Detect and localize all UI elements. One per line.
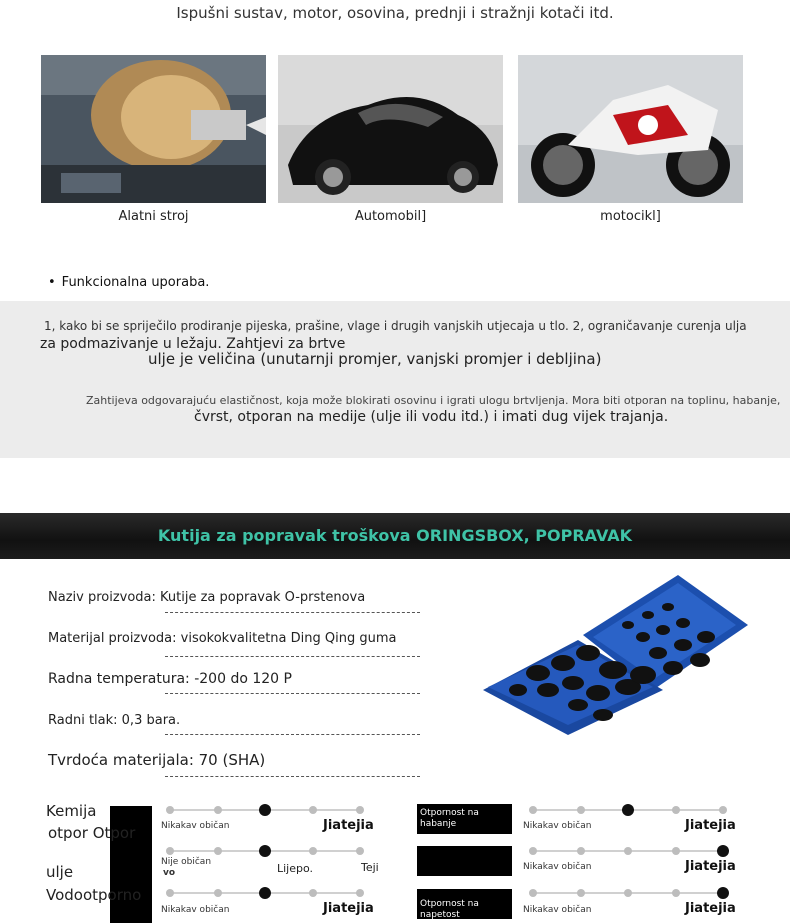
rating-tick <box>719 806 727 814</box>
car-caption: Automobil] <box>354 209 427 224</box>
rating-title-box <box>417 846 512 876</box>
rating-high-label: Jiatejia <box>323 818 374 833</box>
rating-tick <box>214 847 222 855</box>
spec-divider <box>165 734 420 735</box>
rating-low-label: Nikakav običan <box>523 821 592 831</box>
intro-text: Ispušni sustav, motor, osovina, prednji i stražnji kotači itd. <box>176 4 614 22</box>
function-line-3: ulje je veličina (unutarnji promjer, vanjski promjer i debljina) <box>148 350 602 368</box>
rating-tick <box>672 806 680 814</box>
rating-low-label: Nikakav običan <box>523 905 592 915</box>
rating-high-label: Teji <box>361 861 379 874</box>
rating-tick <box>529 847 537 855</box>
rating-low-label: Nikakav običan <box>161 905 230 915</box>
rating-title-wear: Otpornost na habanje <box>417 804 512 834</box>
rating-tick <box>577 806 585 814</box>
rating-tick <box>309 889 317 897</box>
rating-tick <box>672 889 680 897</box>
rating-knob <box>622 804 634 816</box>
spec-material: Materijal proizvoda: visokokvalitetna Ding Qing guma <box>48 631 397 646</box>
rating-tick <box>624 889 632 897</box>
rating-slider <box>533 885 723 901</box>
rating-tick <box>356 889 364 897</box>
rating-label-oil: ulje <box>46 863 74 881</box>
rating-knob <box>259 804 271 816</box>
spec-product-name: Naziv proizvoda: Kutije za popravak O-prstenova <box>48 590 366 605</box>
rating-mid-label: Lijepo. <box>277 862 314 875</box>
spec-divider <box>165 693 420 694</box>
banner-title: Kutija za popravak troškova ORINGSBOX, POPRAVAK <box>157 526 633 545</box>
rating-knob <box>259 845 271 857</box>
oring-box-photo <box>478 565 764 735</box>
car-photo <box>278 55 503 203</box>
rating-knob <box>259 887 271 899</box>
rating-tick <box>309 806 317 814</box>
rating-low-label: Nikakav običan <box>523 862 592 872</box>
machine-tool-caption: Alatni stroj <box>118 209 189 224</box>
rating-high-label: Jiatejia <box>685 818 736 833</box>
rating-slider <box>170 802 360 818</box>
rating-tick <box>624 847 632 855</box>
rating-tick <box>356 847 364 855</box>
rating-label-chemical: Kemija <box>46 802 97 820</box>
function-heading: • Funkcionalna uporaba. <box>48 275 209 290</box>
rating-tick <box>356 806 364 814</box>
rating-knob <box>717 887 729 899</box>
rating-tick <box>672 847 680 855</box>
rating-label-resistance: otpor Otpor <box>48 824 136 842</box>
rating-low-label-2: vo <box>163 868 176 878</box>
rating-title-tension: Otpornost na napetost <box>417 889 512 919</box>
rating-low-label: Nikakav običan <box>161 821 230 831</box>
spec-temperature: Radna temperatura: -200 do 120 P <box>48 671 292 687</box>
spec-divider <box>165 776 420 777</box>
rating-tick <box>529 889 537 897</box>
spec-divider <box>165 612 420 613</box>
rating-label-waterproof: Vodootporno <box>46 886 142 904</box>
rating-tick <box>166 806 174 814</box>
rating-high-label: Jiatejia <box>323 901 374 916</box>
spec-hardness: Tvrdoća materijala: 70 (SHA) <box>48 751 266 769</box>
rating-low-label: Nije običan <box>161 857 212 867</box>
rating-tick <box>577 847 585 855</box>
function-line-4: Zahtijeva odgovarajuću elastičnost, koja može blokirati osovinu i igrati ulogu brtvljenja. Mora biti otporan na toplinu, habanje, <box>86 394 781 407</box>
rating-knob <box>717 845 729 857</box>
rating-tick <box>529 806 537 814</box>
rating-tick <box>166 847 174 855</box>
rating-tick <box>214 806 222 814</box>
rating-slider <box>533 802 723 818</box>
rating-slider <box>533 843 723 859</box>
machine-tool-photo <box>41 55 266 203</box>
rating-slider <box>170 885 360 901</box>
rating-high-label: Jiatejia <box>685 901 736 916</box>
function-line-2: za podmazivanje u ležaju. Zahtjevi za brtve <box>40 336 346 352</box>
rating-tick <box>309 847 317 855</box>
motorcycle-caption: motocikl] <box>600 209 661 224</box>
spec-divider <box>165 656 420 657</box>
function-line-5: čvrst, otporan na medije (ulje ili vodu itd.) i imati dug vijek trajanja. <box>194 409 669 425</box>
rating-tick <box>166 889 174 897</box>
rating-tick <box>577 889 585 897</box>
motorcycle-photo <box>518 55 743 203</box>
spec-pressure: Radni tlak: 0,3 bara. <box>48 713 181 728</box>
rating-high-label: Jiatejia <box>685 859 736 874</box>
rating-tick <box>214 889 222 897</box>
function-line-1: 1, kako bi se spriječilo prodiranje pijeska, prašine, vlage i drugih vanjskih utjecaja u tlo. 2, ograničavanje curenja ulja <box>44 319 747 333</box>
